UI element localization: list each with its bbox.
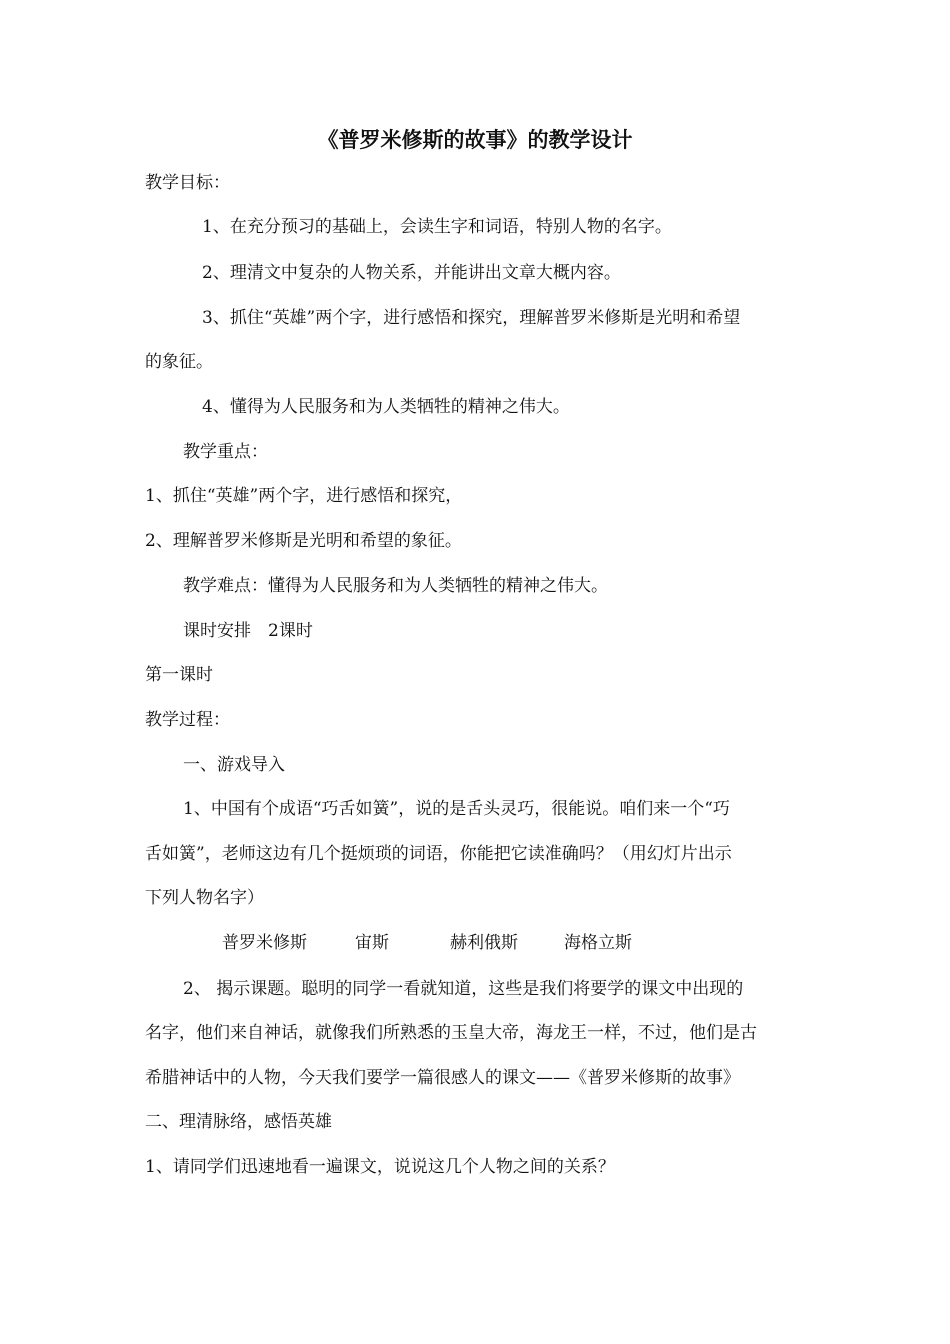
process-heading: 教学过程： — [145, 710, 230, 730]
character-name: 宙斯 — [355, 933, 389, 953]
paragraph-1-line-3: 下列人物名字） — [145, 888, 264, 908]
goal-item-3: 3、抓住“英雄”两个字，进行感悟和探究，理解普罗米修斯是光明和希望 — [202, 308, 741, 328]
section-2-heading: 二、理清脉络，感悟英雄 — [145, 1112, 332, 1132]
key-points-heading: 教学重点： — [183, 442, 268, 462]
paragraph-2-line-3: 希腊神话中的人物，今天我们要学一篇很感人的课文——《普罗米修斯的故事》 — [145, 1068, 740, 1088]
lesson-one-heading: 第一课时 — [145, 665, 213, 685]
goal-item-4: 4、懂得为人民服务和为人类牺牲的精神之伟大。 — [202, 397, 570, 417]
paragraph-2-line-2: 名字，他们来自神话，就像我们所熟悉的玉皇大帝，海龙王一样，不过，他们是古 — [145, 1023, 757, 1043]
character-names — [222, 932, 632, 954]
key-point-2: 2、理解普罗米修斯是光明和希望的象征。 — [145, 531, 462, 551]
goal-item-1: 1、在充分预习的基础上，会读生字和词语，特别人物的名字。 — [202, 217, 672, 237]
document-title: 《普罗米修斯的故事》的教学设计 — [317, 127, 633, 152]
paragraph-1-line-2: 舌如簧”，老师这边有几个挺烦琐的词语，你能把它读准确吗？（用幻灯片出示 — [145, 844, 732, 864]
character-name: 海格立斯 — [564, 933, 632, 953]
goal-item-2: 2、理清文中复杂的人物关系，并能讲出文章大概内容。 — [202, 263, 621, 283]
character-name: 赫利俄斯 — [450, 933, 518, 953]
goals-heading: 教学目标： — [145, 173, 230, 193]
section-1-heading: 一、游戏导入 — [183, 755, 285, 775]
character-name: 普罗米修斯 — [222, 933, 307, 953]
paragraph-1-line-1: 1、中国有个成语“巧舌如簧”，说的是舌头灵巧，很能说。咱们来一个“巧 — [183, 799, 730, 819]
difficulty-text: 教学难点：懂得为人民服务和为人类牺牲的精神之伟大。 — [183, 576, 608, 596]
schedule-text: 课时安排 2课时 — [183, 621, 313, 641]
paragraph-3: 1、请同学们迅速地看一遍课文，说说这几个人物之间的关系？ — [145, 1157, 615, 1177]
goal-item-3-continued: 的象征。 — [145, 352, 213, 372]
key-point-1: 1、抓住“英雄”两个字，进行感悟和探究， — [145, 486, 463, 506]
paragraph-2-line-1: 2、 揭示课题。聪明的同学一看就知道，这些是我们将要学的课文中出现的 — [183, 979, 744, 999]
